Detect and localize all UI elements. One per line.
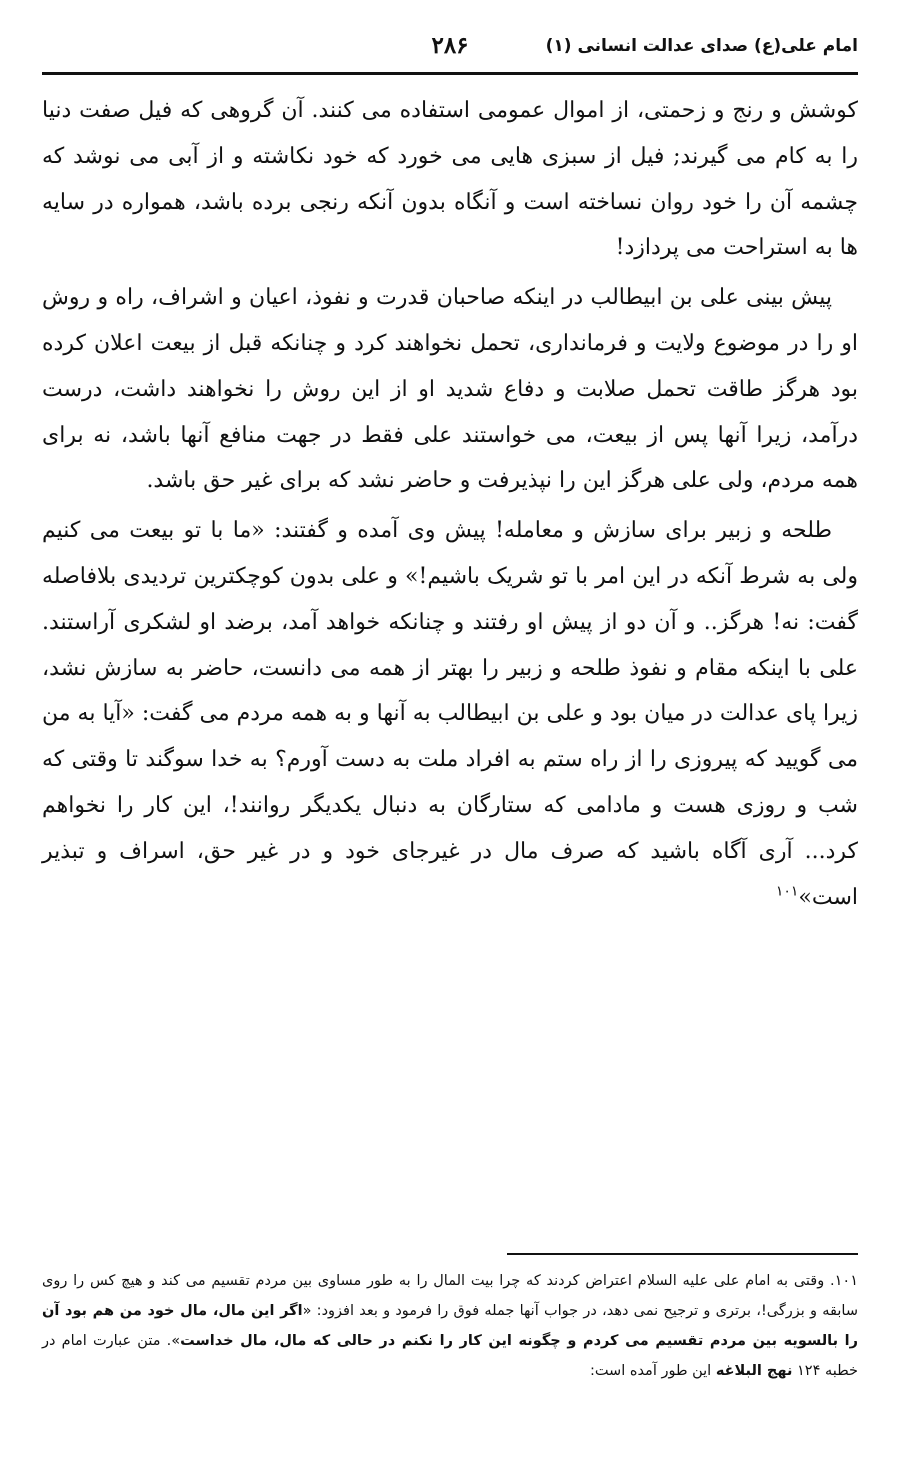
footnotes: [42, 1266, 858, 1386]
header-rule: [42, 72, 858, 75]
body-text: [42, 88, 858, 920]
footnote-quote: اگر این مال، مال خود من هم بود آن را بالسویه بین مردم تقسیم می کردم و چگونه این کار را نکنم در حالی که مال، مال خداست: [42, 1303, 858, 1349]
footnote-text-1: ۱۰۱. وقتی به امام علی علیه السلام اعتراض کردند که چرا بیت المال را به طور مساوی بین مردم تقسیم می کند و هیچ کس را روی سابقه و بزرگی!، برتری و ترجیح نمی دهد، در جواب آنها جمله فوق را فرمود و بعد افزود: «: [42, 1273, 858, 1319]
footnote-reference[interactable]: ۱۰۱: [775, 883, 799, 900]
footnote-text-3: این طور آمده است:: [589, 1363, 716, 1379]
page-number: ۲۸۶: [431, 32, 469, 59]
paragraph-2: پیش بینی علی بن ابیطالب در اینکه صاحبان قدرت و نفوذ، اعیان و اشراف، راه و روش او را در موضوع ولایت و فرمانداری، تحمل نخواهند کرد و چنانکه قبل از بیعت اعلان کرده بود هرگز طاقت تحمل صلابت و دفاع شدید او از این روش را نخواهند داشت، درست درآمد، زیرا آنها پس از بیعت، می خواستند علی فقط در جهت منافع آنها باشد، نه برای همه مردم، ولی علی هرگز این را نپذیرفت و حاضر نشد که برای غیر حق باشد.: [42, 285, 858, 494]
footnote-rule: [507, 1253, 858, 1255]
running-header: [42, 30, 858, 70]
footnote-text-2: ». متن عبارت امام در خطبه ۱۲۴: [42, 1333, 858, 1379]
paragraph-3: [42, 508, 858, 920]
paragraph-3-text: طلحه و زبیر برای سازش و معامله! پیش وی آمده و گفتند: «ما با تو بیعت می کنیم ولی به شرط آنکه در این امر با تو شریک باشیم!» و علی بدون کوچکترین تردیدی بلافاصله گفت: نه! هرگز.. و آن دو از پیش او رفتند و چنانکه خواهد آمد، برضد او لشکری آراستند. علی با اینکه مقام و نفوذ طلحه و زبیر را بهتر از همه می دانست، حاضر به سازش نشد، زیرا پای عدالت در میان بود و علی بن ابیطالب به آنها و به همه مردم می گفت: «آیا به من می گویید که پیروزی را از راه ستم به افراد ملت به دست آورم؟ به خدا سوگند تا وقتی که شب و روزی هست و مادامی که ستارگان به دنبال یکدیگر روانند!، این کار را نخواهم کرد... آری آگاه باشید که صرف مال در غیرجای خود و در غیر حق، اسراف و تبذیر است»: [42, 518, 858, 910]
footnote-101: [42, 1266, 858, 1386]
paragraph-1: کوشش و رنج و زحمتی، از اموال عمومی استفاده می کنند. آن گروهی که فیل صفت دنیا را به کام می گیرند; فیل از سبزی هایی می خورد که خود نکاشته و از آبی می نوشد که چشمه آن را خود روان نساخته است و آنگاه بدون آنکه رنجی برده باشد، همواره در سایه ها به استراحت می پردازد!: [42, 98, 858, 261]
footnote-book-title: نهج البلاغه: [715, 1363, 793, 1379]
running-title: امام علی(ع) صدای عدالت انسانی (۱): [545, 36, 858, 56]
